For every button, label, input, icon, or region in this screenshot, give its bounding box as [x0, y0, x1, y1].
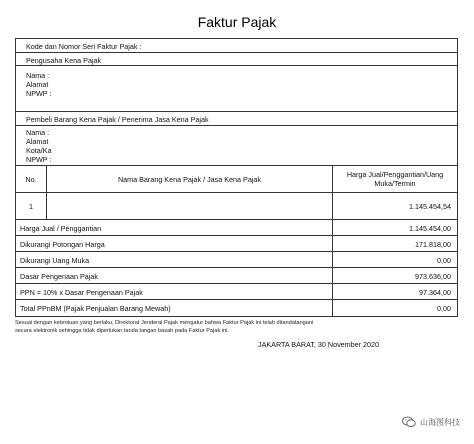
summary-value: 171.818,00 [415, 240, 451, 249]
kode-seri-row [16, 39, 457, 53]
legal-notice-line: Sesuai dengan ketentuan yang berlaku, Direktorat Jenderal Pajak mengatur bahwa Faktur Pajak ini telah ditandatangani [15, 320, 314, 326]
summary-uang-muka [16, 252, 457, 268]
summary-label: Total PPnBM (Pajak Penjualan Barang Mewah) [16, 300, 333, 316]
summary-label: Dikurangi Uang Muka [16, 252, 333, 267]
item-number: 1 [16, 193, 47, 219]
summary-value: 973.636,00 [415, 272, 451, 281]
summary-potongan [16, 236, 457, 252]
legal-notice-line: secara elektronik sehingga tidak diperlukan tanda tangan basah pada Faktur Pajak ini. [15, 328, 229, 334]
watermark-text: 山海图科技 [420, 417, 460, 427]
summary-label: Dasar Pengenaan Pajak [16, 268, 333, 283]
table-row [16, 193, 457, 220]
legal-notice [15, 319, 458, 335]
summary-value: 0,00 [437, 304, 451, 313]
summary-label: Dikurangi Potongan Harga [16, 236, 333, 251]
item-value: 1.145.454,54 [409, 201, 451, 211]
summary-value: 1.145.454,00 [409, 224, 451, 233]
item-name [47, 193, 333, 219]
summary-harga-jual [16, 220, 457, 236]
document-title: Faktur Pajak [197, 14, 277, 30]
column-header-nama: Nama Barang Kena Pajak / Jasa Kena Pajak [47, 166, 333, 192]
pengusaha-heading: Pengusaha Kena Pajak [26, 56, 102, 65]
column-header-harga: Harga Jual/Penggantian/Uang Muka/Termin [346, 170, 444, 188]
summary-value: 97.364,00 [419, 288, 451, 297]
summary-dpp [16, 268, 457, 284]
summary-ppn [16, 284, 457, 300]
column-header-no: No. [16, 166, 47, 192]
pengusaha-alamat-label: Alamat [26, 80, 49, 89]
wechat-icon [402, 416, 416, 428]
summary-value: 0,00 [437, 256, 451, 265]
pembeli-kota-label: Kota/Ka [26, 146, 52, 155]
pembeli-npwp-label: NPWP : [26, 155, 52, 164]
summary-label: Harga Jual / Penggantian [16, 220, 333, 235]
summary-ppnbm [16, 300, 457, 316]
pengusaha-npwp-label: NPWP : [26, 89, 52, 98]
invoice-table [15, 38, 458, 317]
pembeli-nama-label: Nama : [26, 128, 50, 137]
watermark [402, 416, 460, 428]
items-header-row [16, 166, 457, 193]
pengusaha-nama-label: Nama : [26, 71, 50, 80]
pembeli-heading: Pembeli Barang Kena Pajak / Penerima Jasa Kena Pajak [26, 115, 209, 124]
pengusaha-detail-row [16, 66, 457, 112]
pembeli-heading-row [16, 112, 457, 126]
pengusaha-heading-row [16, 53, 457, 66]
pembeli-detail-row [16, 126, 457, 166]
summary-label: PPN = 10% x Dasar Pengenaan Pajak [16, 284, 333, 299]
pembeli-alamat-label: Alamat [26, 137, 49, 146]
kode-seri-label: Kode dan Nomor Seri Faktur Pajak : [26, 42, 142, 51]
city-date: JAKARTA BARAT, 30 November 2020 [258, 340, 380, 349]
